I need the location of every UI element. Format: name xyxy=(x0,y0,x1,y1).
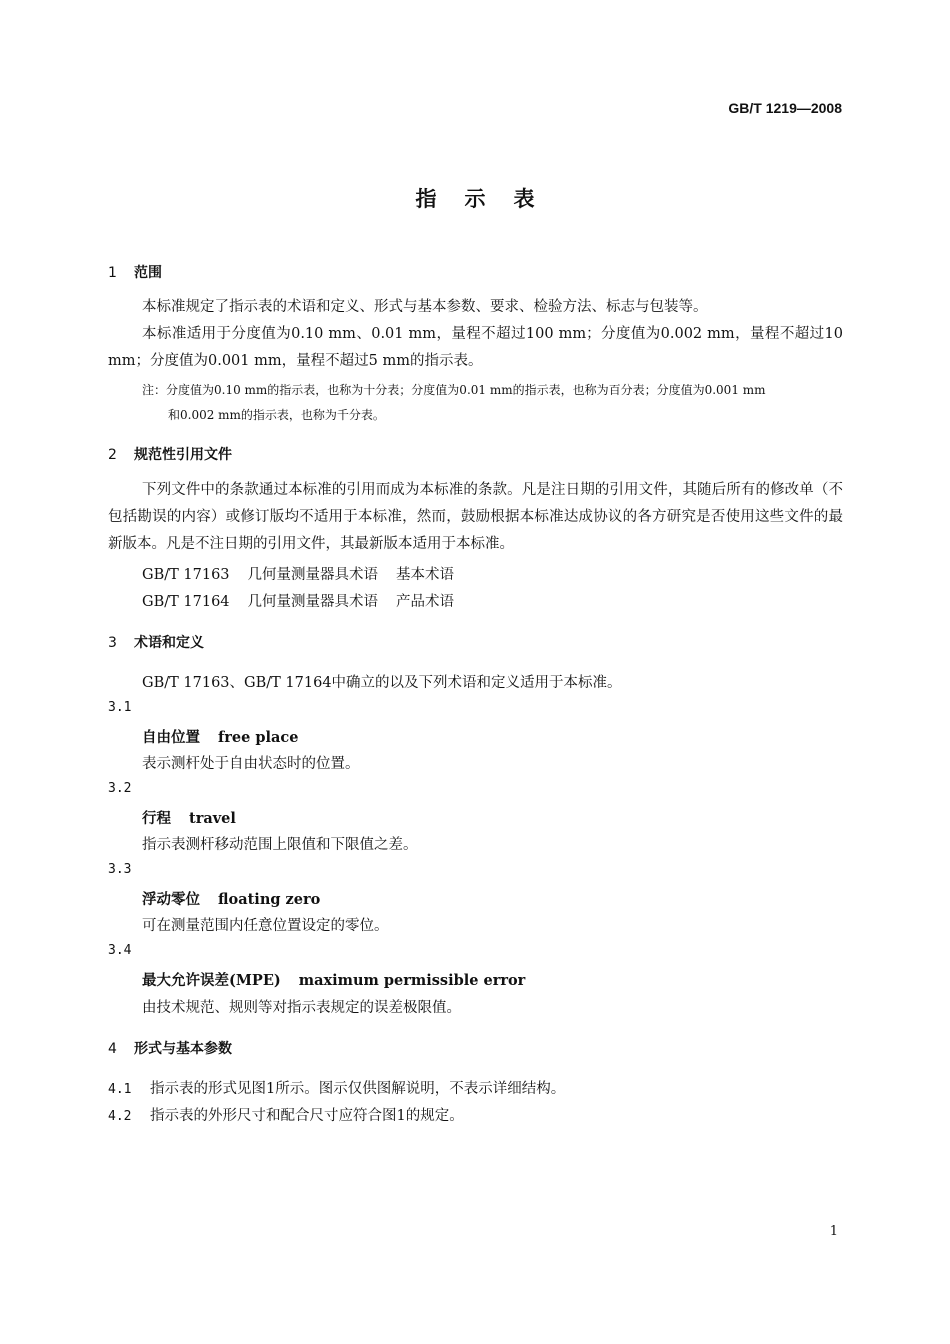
clause-number: 3.3 xyxy=(108,862,132,877)
section-title: 范围 xyxy=(134,265,162,281)
subclause-number: 4.1 xyxy=(108,1082,132,1097)
clause-number: 3.2 xyxy=(108,781,132,796)
term-en: floating zero xyxy=(218,891,321,908)
term-en: free place xyxy=(218,729,299,746)
term-definition: 可在测量范围内任意位置设定的零位。 xyxy=(142,918,389,934)
term-definition: 指示表测杆移动范围上限值和下限值之差。 xyxy=(142,837,418,853)
term-en: maximum permissible error xyxy=(298,972,526,989)
section-number: 1 xyxy=(108,265,117,281)
note xyxy=(142,378,843,428)
reference-part: 基本术语 xyxy=(396,567,455,583)
subclause-text: 指示表的形式见图1所示。图示仅供图解说明，不表示详细结构。 xyxy=(150,1081,566,1097)
section-1-heading xyxy=(108,262,162,282)
note-text: 和0.002 mm的指示表，也称为千分表。 xyxy=(168,408,385,422)
note-label: 注： xyxy=(142,383,167,397)
section-title: 规范性引用文件 xyxy=(134,447,232,463)
clause-number: 3.4 xyxy=(108,943,132,958)
term-heading xyxy=(142,969,525,990)
term-en: travel xyxy=(189,810,236,827)
subclause xyxy=(108,1104,464,1125)
subclause-text: 指示表的外形尺寸和配合尺寸应符合图1的规定。 xyxy=(150,1108,464,1124)
section-number: 2 xyxy=(108,447,117,463)
note-text: 分度值为0.10 mm的指示表，也称为十分表；分度值为0.01 mm的指示表，也称为百分表；分度值为0.001 mm xyxy=(166,383,766,397)
reference-name: 几何量测量器具术语 xyxy=(247,567,379,583)
paragraph: GB/T 17163、GB/T 17164中确立的以及下列术语和定义适用于本标准。 xyxy=(142,675,622,691)
term-definition: 表示测杆处于自由状态时的位置。 xyxy=(142,756,360,772)
term-zh: 行程 xyxy=(142,810,171,827)
section-title: 术语和定义 xyxy=(134,635,204,651)
reference-part: 产品术语 xyxy=(396,594,455,610)
term-heading xyxy=(142,807,236,828)
reference-name: 几何量测量器具术语 xyxy=(247,594,379,610)
reference-item xyxy=(142,563,454,584)
term-heading xyxy=(142,726,298,747)
section-3-heading xyxy=(108,632,204,652)
section-number: 4 xyxy=(108,1041,117,1057)
clause-number: 3.1 xyxy=(108,700,132,715)
page-number: 1 xyxy=(829,1224,838,1239)
section-2-heading xyxy=(108,444,232,464)
reference-code: GB/T 17164 xyxy=(142,594,230,610)
paragraph: 下列文件中的条款通过本标准的引用而成为本标准的条款。凡是注日期的引用文件，其随后所有的修改单（不包括勘误的内容）或修订版均不适用于本标准，然而，鼓励根据本标准达成协议的各方研究是否使用这些文件的最新版本。凡是不注日期的引用文件，其最新版本适用于本标准。 xyxy=(108,482,843,552)
term-zh: 浮动零位 xyxy=(142,891,200,908)
paragraph: 本标准适用于分度值为0.10 mm、0.01 mm，量程不超过100 mm；分度值为0.002 mm，量程不超过10 mm；分度值为0.001 mm，量程不超过5 mm的指示表。 xyxy=(108,326,843,369)
reference-code: GB/T 17163 xyxy=(142,567,230,583)
paragraph: 本标准规定了指示表的术语和定义、形式与基本参数、要求、检验方法、标志与包装等。 xyxy=(142,299,708,315)
term-heading xyxy=(142,888,320,909)
section-number: 3 xyxy=(108,635,117,651)
term-definition: 由技术规范、规则等对指示表规定的误差极限值。 xyxy=(142,1000,461,1016)
subclause-number: 4.2 xyxy=(108,1109,132,1124)
term-zh: 最大允许误差(MPE) xyxy=(142,972,281,989)
subclause xyxy=(108,1077,565,1098)
page-title: 指示表 xyxy=(415,186,563,211)
reference-item xyxy=(142,590,454,611)
section-title: 形式与基本参数 xyxy=(134,1041,232,1057)
term-zh: 自由位置 xyxy=(142,729,200,746)
section-4-heading xyxy=(108,1038,232,1058)
standard-number: GB/T 1219—2008 xyxy=(728,100,842,116)
